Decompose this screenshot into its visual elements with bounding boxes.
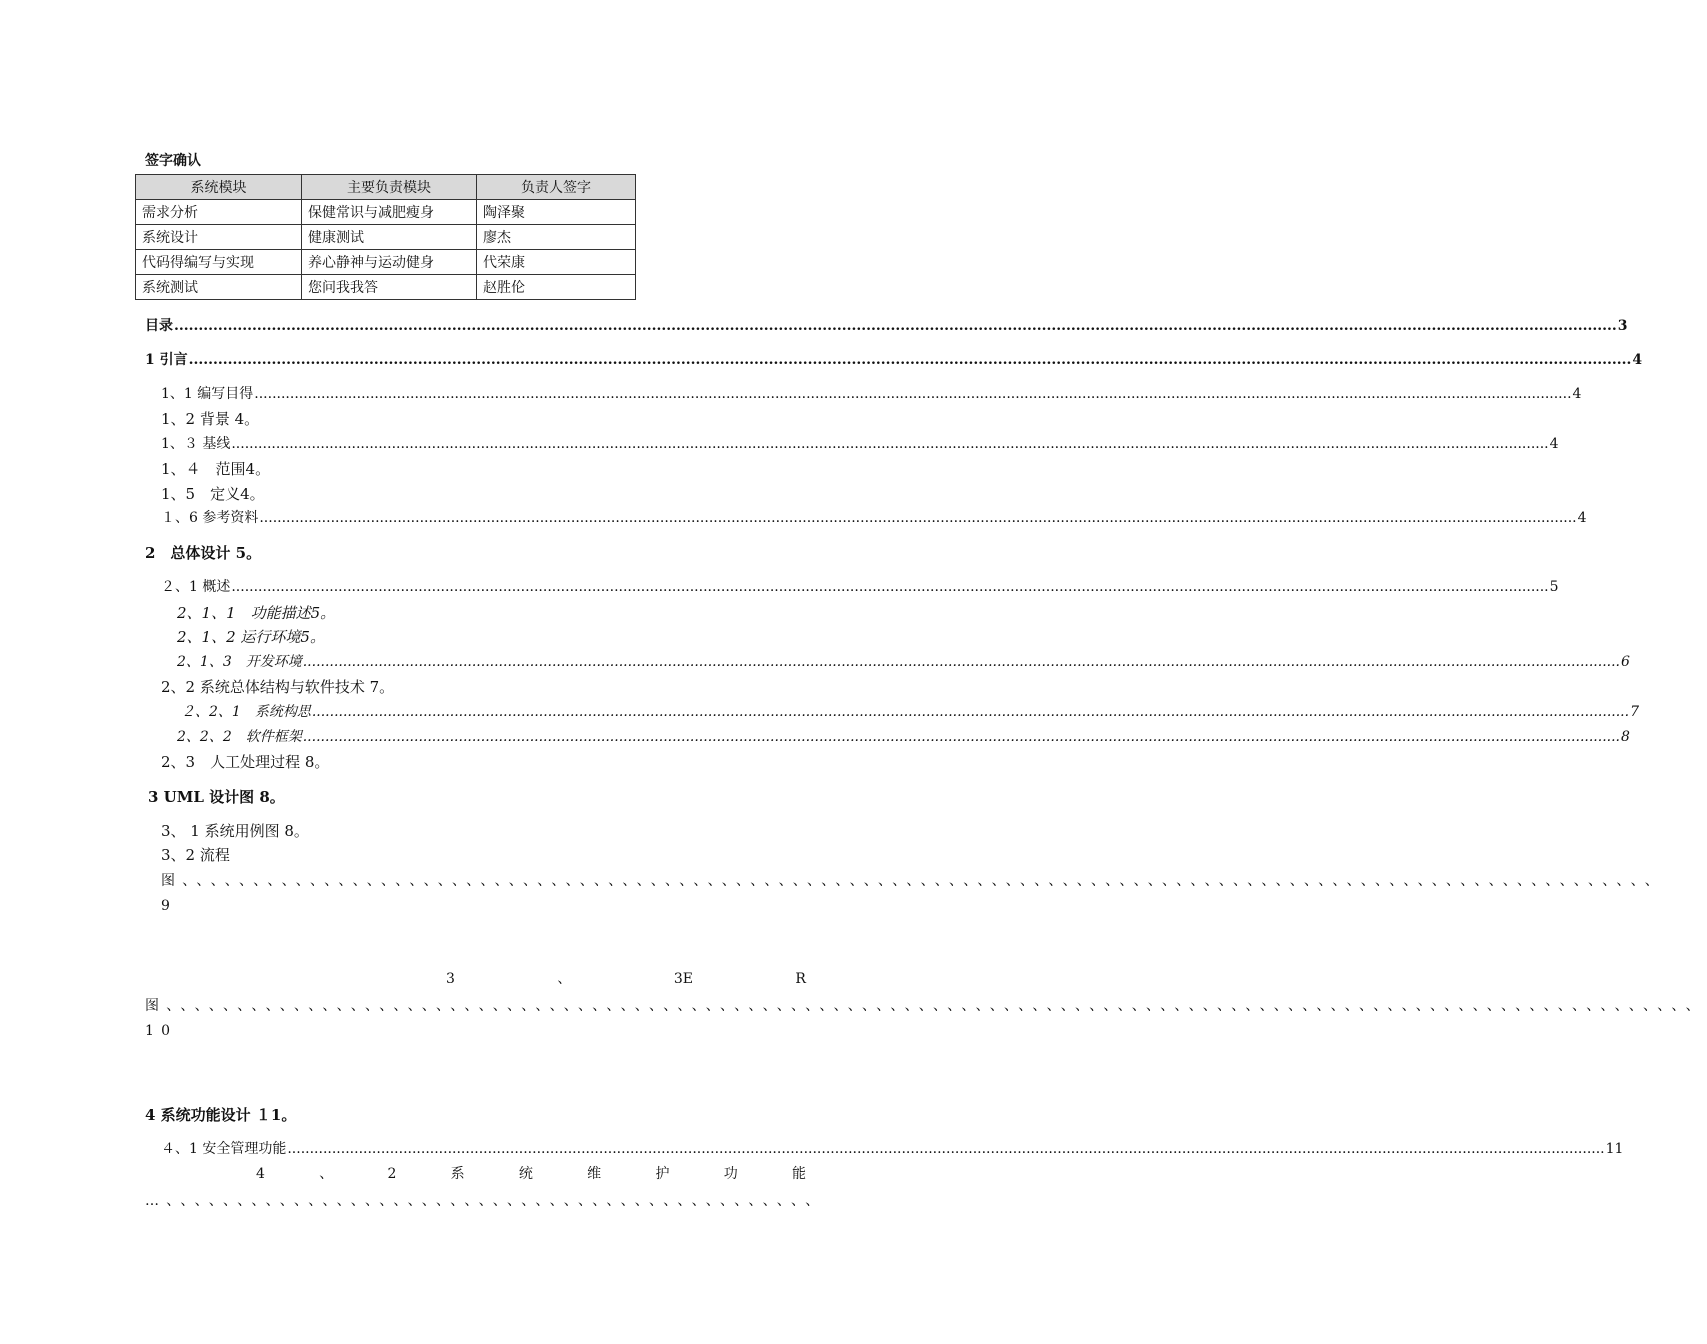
table-cell: 您问我我答 bbox=[302, 275, 477, 300]
toc-entry-4-1[interactable] bbox=[161, 1140, 1624, 1158]
toc-entry-4-2-leader-text: …、、、、、、、、、、、、、、、、、、、、、、、、、、、、、、、、、、、、、、、、、、、、、、 bbox=[145, 1193, 827, 1209]
toc-fragment: 能 bbox=[791, 1166, 806, 1182]
toc-leader bbox=[312, 703, 1629, 721]
column-header: 负责人签字 bbox=[477, 175, 636, 200]
toc-fragment: 3E bbox=[673, 971, 693, 987]
toc-label: 2、2、2 软件框架 bbox=[177, 729, 302, 745]
toc-fragment: 功 bbox=[723, 1166, 738, 1182]
toc-label: ４、1 安全管理功能 bbox=[161, 1141, 287, 1157]
toc-entry-3-3-heading[interactable] bbox=[446, 970, 806, 988]
toc-entry-1-6[interactable] bbox=[161, 509, 1587, 527]
toc-label: ２、1 概述 bbox=[161, 579, 231, 595]
table-cell: 廖杰 bbox=[477, 225, 636, 250]
table-cell: 系统测试 bbox=[136, 275, 302, 300]
toc-label: 1、1 编写目得 bbox=[161, 386, 254, 402]
table-cell: 养心静神与运动健身 bbox=[302, 250, 477, 275]
toc-fragment: 3 bbox=[446, 971, 455, 987]
table-row bbox=[136, 200, 636, 225]
toc-entry-2-2[interactable]: 2、2 系统总体结构与软件技术 7。 bbox=[161, 678, 395, 696]
toc-page-number: 4 bbox=[1577, 510, 1587, 526]
toc-entry-3-3-leader-text: 图、、、、、、、、、、、、、、、、、、、、、、、、、、、、、、、、、、、、、、、、、、、、、、、、、、、、、、、、、、、、、、、、、、、、、、、、、、、、、、、、、、、、、、、、、、、、、、、、、、、、、、、、、、、、10 bbox=[145, 998, 1707, 1039]
table-cell: 代码得编写与实现 bbox=[136, 250, 302, 275]
toc-page-number: 4 bbox=[1572, 386, 1582, 402]
signature-table bbox=[135, 174, 636, 300]
table-cell: 陶泽聚 bbox=[477, 200, 636, 225]
toc-leader bbox=[254, 385, 1571, 403]
toc-fragment: R bbox=[795, 971, 806, 987]
table-cell: 保健常识与减肥瘦身 bbox=[302, 200, 477, 225]
toc-leader bbox=[174, 317, 1617, 335]
column-header: 系统模块 bbox=[136, 175, 302, 200]
toc-leader bbox=[303, 728, 1620, 746]
toc-label: 2、1、3 开发环境 bbox=[177, 654, 302, 670]
toc-page-number: 7 bbox=[1630, 704, 1640, 720]
toc-entry-2-2-2[interactable] bbox=[177, 728, 1630, 746]
toc-page-number: 4 bbox=[1632, 352, 1643, 368]
toc-entry-4-2-heading[interactable] bbox=[256, 1165, 806, 1183]
toc-page-number: 6 bbox=[1621, 654, 1630, 670]
toc-leader bbox=[287, 1140, 1604, 1158]
toc-leader bbox=[231, 578, 1548, 596]
table-header-row bbox=[136, 175, 636, 200]
toc-entry-section-1[interactable] bbox=[145, 351, 1643, 369]
toc-fragment: 系 bbox=[450, 1166, 465, 1182]
toc-label: 目录 bbox=[145, 318, 173, 334]
toc-entry-2-1[interactable] bbox=[161, 578, 1559, 596]
table-cell: 系统设计 bbox=[136, 225, 302, 250]
toc-page-number: 3 bbox=[1617, 318, 1628, 334]
toc-fragment: 统 bbox=[518, 1166, 533, 1182]
toc-label: 1 引言 bbox=[145, 352, 188, 368]
toc-fragment: 2 bbox=[387, 1166, 397, 1182]
toc-entry-1-2[interactable]: 1、2 背景 4。 bbox=[161, 410, 260, 428]
toc-leader bbox=[231, 435, 1548, 453]
toc-entry-2-3[interactable]: 2、3 人工处理过程 8。 bbox=[161, 753, 330, 771]
toc-page-number: 5 bbox=[1549, 579, 1559, 595]
toc-fragment: 、 bbox=[557, 971, 572, 987]
toc-entry-section-4[interactable]: 4 系统功能设计 １1。 bbox=[145, 1106, 297, 1124]
table-cell: 代荣康 bbox=[477, 250, 636, 275]
toc-page-number: 11 bbox=[1605, 1141, 1624, 1157]
table-row bbox=[136, 250, 636, 275]
toc-leader bbox=[189, 351, 1632, 369]
toc-entry-section-2[interactable]: 2 总体设计 5。 bbox=[145, 544, 262, 562]
toc-page-number: 8 bbox=[1621, 729, 1630, 745]
table-cell: 需求分析 bbox=[136, 200, 302, 225]
toc-fragment: 护 bbox=[655, 1166, 670, 1182]
table-row bbox=[136, 225, 636, 250]
toc-label: 1、３ 基线 bbox=[161, 436, 231, 452]
toc-label: １、6 参考资料 bbox=[161, 510, 259, 526]
signature-title: 签字确认 bbox=[145, 153, 201, 169]
toc-entry-3-2-heading[interactable]: 3、2 流程 bbox=[161, 846, 230, 864]
toc-entry-section-3[interactable]: 3 UML 设计图 8。 bbox=[148, 788, 285, 806]
toc-entry-1-4[interactable]: 1、４ 范围4。 bbox=[161, 460, 271, 478]
toc-entry-1-3[interactable] bbox=[161, 435, 1559, 453]
toc-fragment: 维 bbox=[587, 1166, 602, 1182]
toc-entry-2-2-1[interactable] bbox=[181, 703, 1640, 721]
toc-entry-2-1-1[interactable]: 2、1、1 功能描述5。 bbox=[177, 604, 336, 622]
toc-entry-1-1[interactable] bbox=[161, 385, 1582, 403]
toc-entry-1-5[interactable]: 1、5 定义4。 bbox=[161, 485, 265, 503]
table-cell: 赵胜伦 bbox=[477, 275, 636, 300]
toc-entry-3-2-leader-text: 图、、、、、、、、、、、、、、、、、、、、、、、、、、、、、、、、、、、、、、、、、、、、、、、、、、、、、、、、、、、、、、、、、、、、、、、、、、、、、、、、、、、、、、、、、、、、、、、、、、、、、、、、9 bbox=[161, 873, 1666, 914]
toc-label: ２、2、1 系统构思 bbox=[181, 704, 311, 720]
toc-leader bbox=[259, 509, 1576, 527]
toc-entry-2-1-2[interactable]: 2、1、2 运行环境5。 bbox=[177, 628, 325, 646]
toc-entry-2-1-3[interactable] bbox=[177, 653, 1630, 671]
toc-page-number: 4 bbox=[1549, 436, 1559, 452]
table-cell: 健康测试 bbox=[302, 225, 477, 250]
toc-fragment: 4 bbox=[256, 1166, 265, 1182]
toc-entry-contents[interactable] bbox=[145, 317, 1628, 335]
toc-entry-3-1[interactable]: 3、 1 系统用例图 8。 bbox=[161, 822, 309, 840]
toc-fragment: 、 bbox=[319, 1166, 334, 1182]
table-row bbox=[136, 275, 636, 300]
column-header: 主要负责模块 bbox=[302, 175, 477, 200]
toc-leader bbox=[303, 653, 1620, 671]
